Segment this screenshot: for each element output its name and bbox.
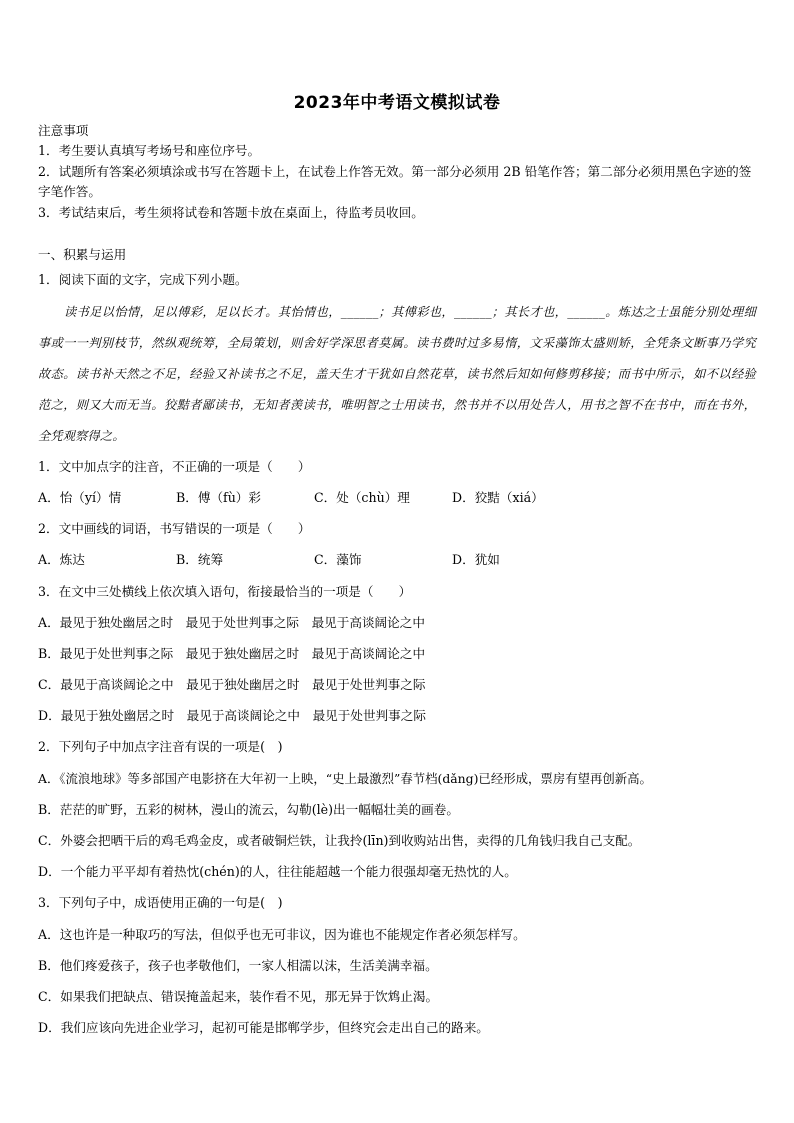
option-b: B．傅（fù）彩 [176,490,261,505]
question-2-option-b: B．茫茫的旷野，五彩的树林，漫山的流云，勾勒(lè)出一幅幅壮美的画卷。 [38,802,459,817]
sub-question-2-options [38,551,758,569]
sub-question-3-option-b: B．最见于处世判事之际 最见于独处幽居之时 最见于高谈阔论之中 [38,646,426,661]
option-c: C．处（chù）理 [314,490,410,505]
question-2-stem: 2．下列句子中加点字注音有误的一项是( ) [38,739,283,754]
question-3-stem: 3．下列句子中，成语使用正确的一句是( ) [38,895,283,910]
option-b: B．统筹 [176,552,224,567]
reading-passage: 读书足以怡情，足以傅彩，足以长才。其怡情也，______；其傅彩也，______；其长才也，______。炼达之士虽能分别处理细事或一一判别枝节，然纵观统筹，全局策划，则舍好学深思者莫属。读书费时过多易惰，文采藻饰太盛则矫，全凭条文断事乃学究故态。读书补天然之不足，经验又补读书之不足，盖天生才干犹如自然花草，读书然后知如何修剪移接；而书中所示，如不以经验范之，则又大而无当。狡黠者鄙读书，无知者羡读书，唯明智之士用读书，然书并不以用处告人，用书之智不在书中，而在书外，全凭观察得之。 [38,305,756,443]
sub-question-3-stem: 3．在文中三处横线上依次填入语句，衔接最恰当的一项是（ ） [38,584,412,599]
page-title: 2023年中考语文模拟试卷 [293,93,501,113]
question-2-option-a: A．《流浪地球》等多部国产电影挤在大年初一上映，“史上最激烈”春节档(dǎng)已经形成，票房有望再创新高。 [38,771,652,786]
question-3-option-c: C．如果我们把缺点、错误掩盖起来，装作看不见，那无异于饮鸩止渴。 [38,989,439,1004]
notice-item-3: 3．考试结束后，考生须将试卷和答题卡放在桌面上，待监考员收回。 [38,205,424,220]
sub-question-1-stem: 1．文中加点字的注音，不正确的一项是（ ） [38,459,311,474]
question-2-option-d: D．一个能力平平却有着热忱(chén)的人，往往能超越一个能力很强却毫无热忱的人。 [38,864,517,879]
section-heading: 一、积累与运用 [38,247,127,262]
option-d: D．犹如 [452,552,500,567]
question-3-option-b: B．他们疼爱孩子，孩子也孝敬他们，一家人相濡以沫，生活美满幸福。 [38,958,438,973]
notice-heading: 注意事项 [38,123,89,138]
option-c: C．藻饰 [314,552,362,567]
question-3-option-a: A．这也许是一种取巧的写法，但似乎也无可非议，因为谁也不能规定作者必须怎样写。 [38,927,526,942]
question-1-intro: 1．阅读下面的文字，完成下列小题。 [38,272,248,287]
sub-question-1-options [38,489,758,507]
notice-item-2: 2．试题所有答案必须填涂或书写在答题卡上，在试卷上作答无效。第一部分必须用 2B 铅笔作答；第二部分必须用黑色字迹的签字笔作答。 [38,164,752,199]
sub-question-3-option-c: C．最见于高谈阔论之中 最见于独处幽居之时 最见于处世判事之际 [38,677,426,692]
sub-question-3-option-a: A．最见于独处幽居之时 最见于处世判事之际 最见于高谈阔论之中 [38,615,425,630]
option-a: A．怡（yí）情 [38,490,122,505]
option-a: A．炼达 [38,552,85,567]
question-2-option-c: C．外婆会把晒干后的鸡毛鸡金皮，或者破铜烂铁，让我拎(līn)到收购站出售，卖得的几角钱归我自己支配。 [38,833,641,848]
question-3-option-d: D．我们应该向先进企业学习，起初可能是邯郸学步，但终究会走出自己的路来。 [38,1020,489,1035]
sub-question-2-stem: 2．文中画线的词语，书写错误的一项是（ ） [38,521,311,536]
sub-question-3-option-d: D．最见于独处幽居之时 最见于高谈阔论之中 最见于处世判事之际 [38,708,426,723]
notice-item-1: 1．考生要认真填写考场号和座位序号。 [38,143,261,158]
option-d: D．狡黠（xiá） [452,490,544,505]
